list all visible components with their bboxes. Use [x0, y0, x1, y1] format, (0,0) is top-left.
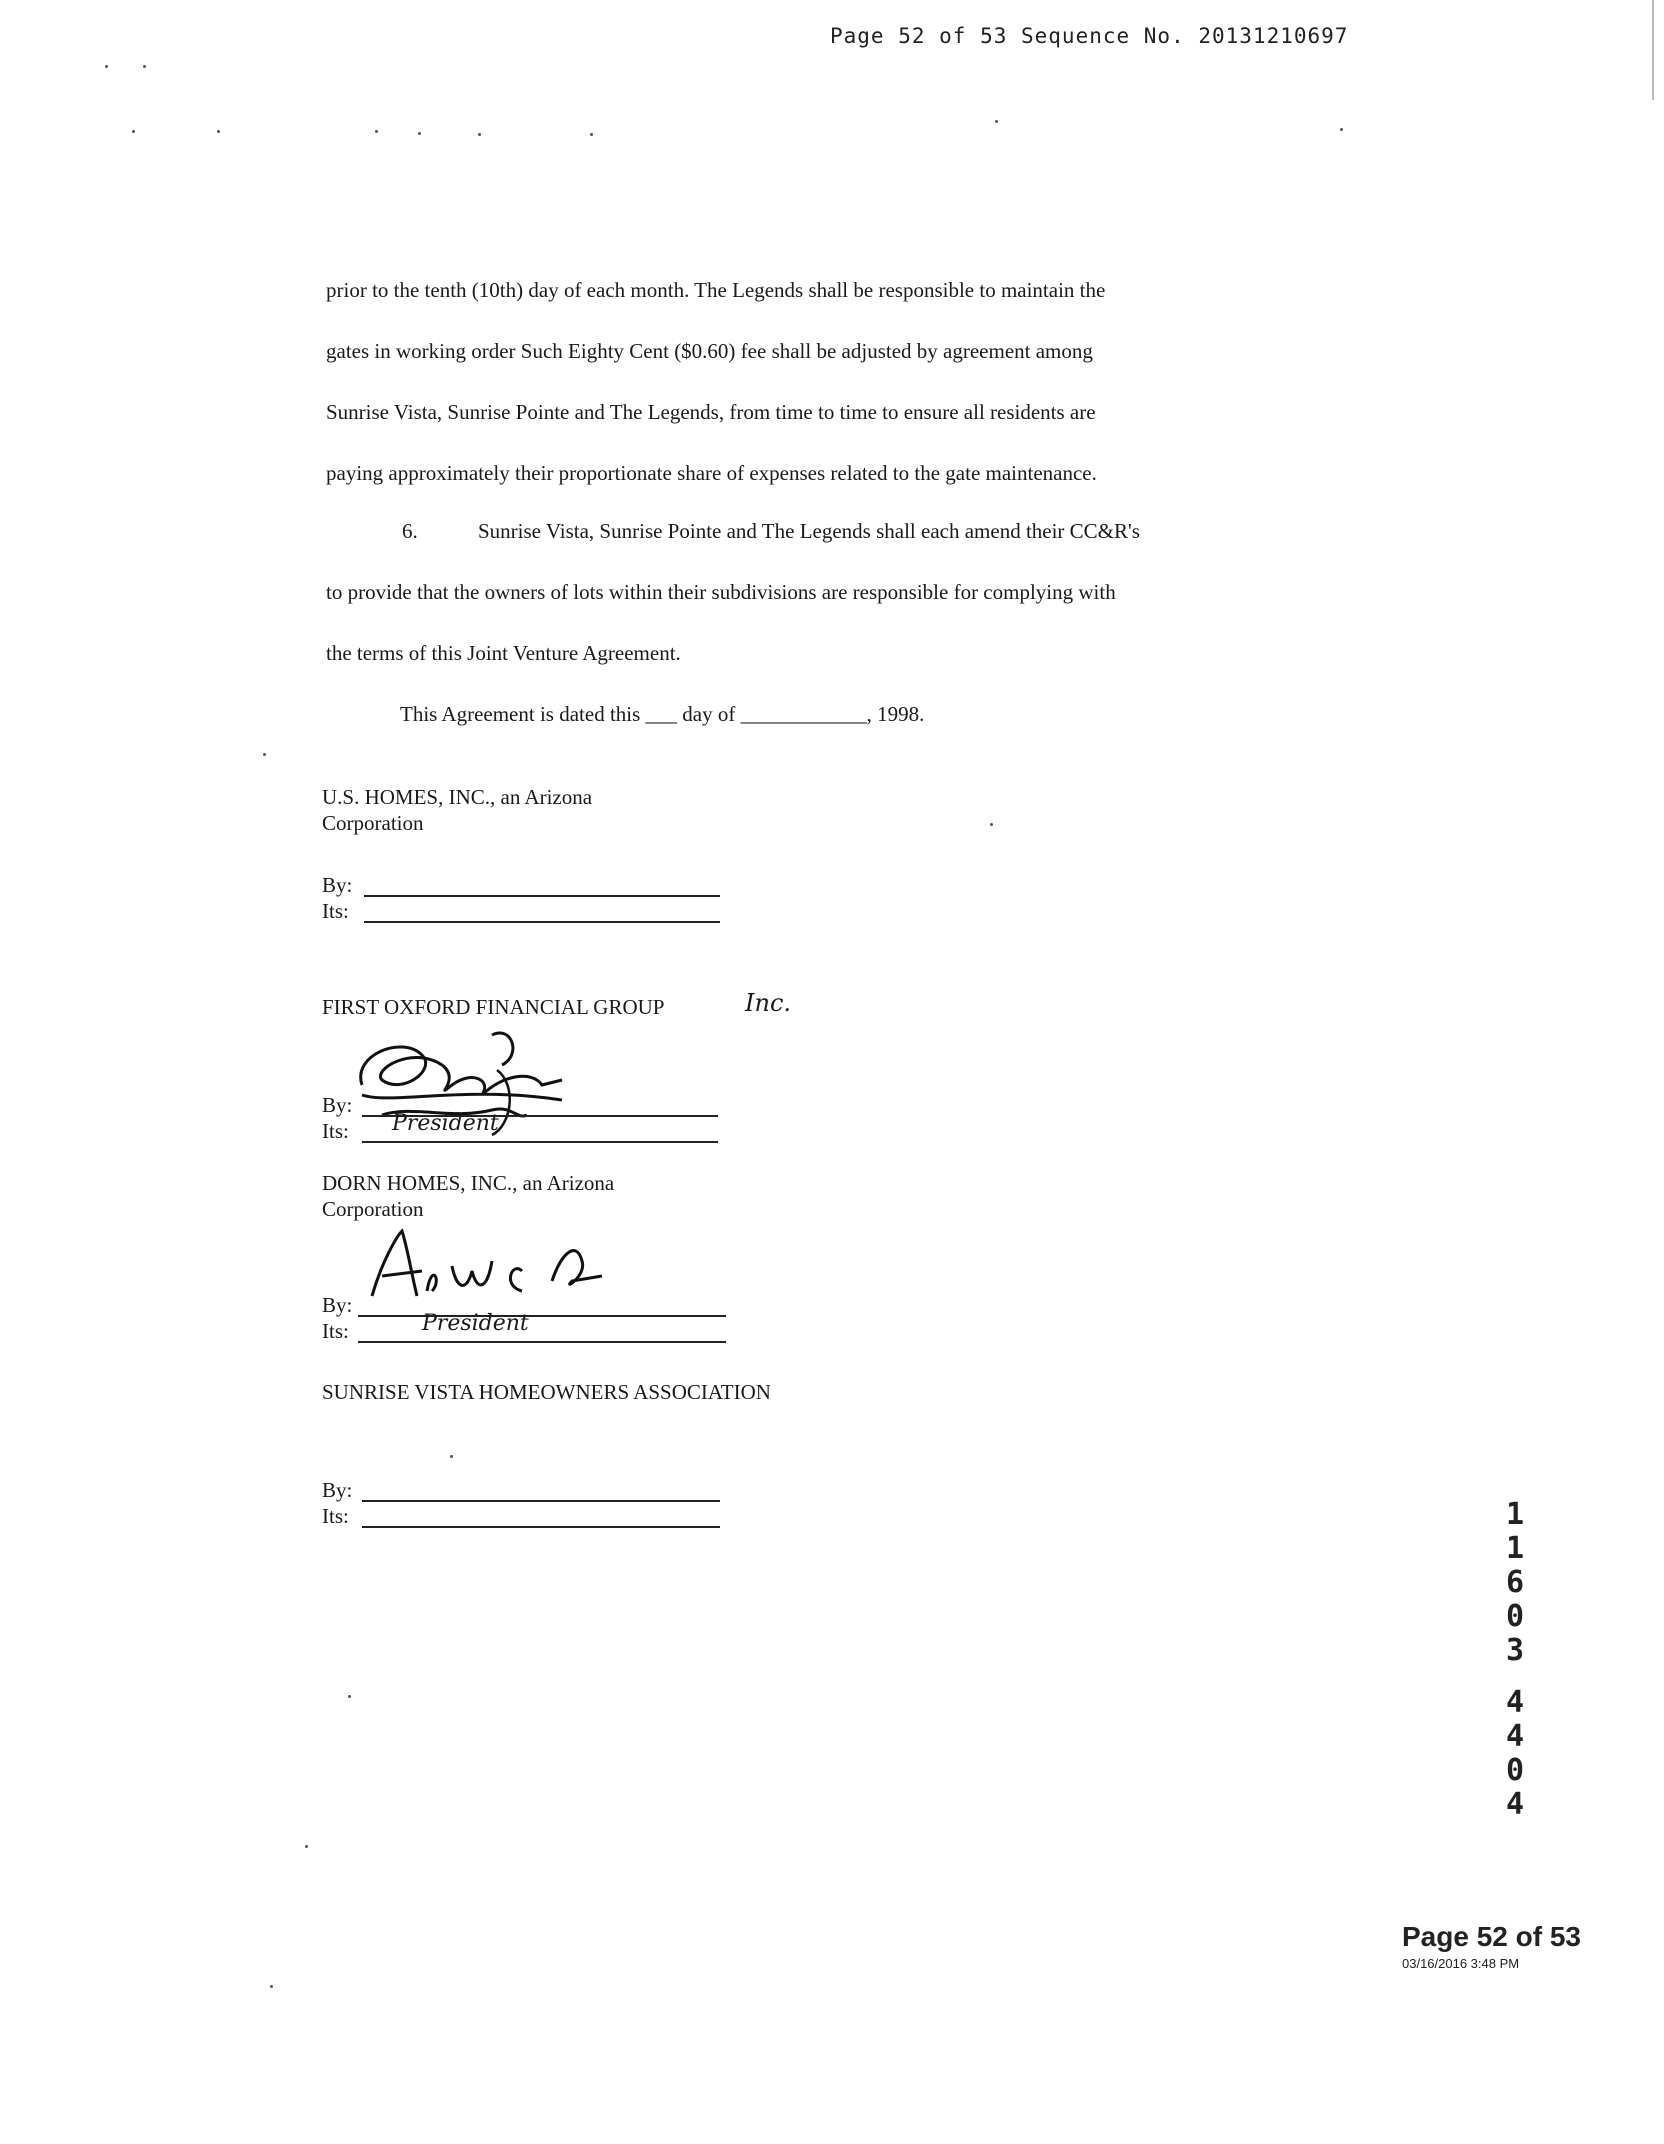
body-line: the terms of this Joint Venture Agreement. — [326, 641, 681, 665]
scan-speck — [217, 130, 220, 133]
signatory-name-line2: Corporation — [322, 1197, 424, 1221]
signatory-name-line2: Corporation — [322, 811, 424, 835]
side-stamp-digit: 1 — [1505, 1531, 1525, 1566]
its-signature-line — [358, 1341, 726, 1343]
handwritten-suffix: Inc. — [745, 989, 792, 1017]
scan-speck — [305, 1845, 308, 1848]
handwritten-signature-dorn-homes — [362, 1221, 682, 1311]
side-stamp-digit: 4 — [1505, 1719, 1525, 1754]
side-stamp-number-group2 — [1500, 1686, 1530, 1822]
by-label: By: — [322, 1093, 353, 1117]
page-header: Page 52 of 53 Sequence No. 20131210697 — [830, 24, 1349, 48]
scan-speck — [348, 1695, 351, 1698]
dated-line: This Agreement is dated this ___ day of ____________, 1998. — [400, 702, 925, 726]
scan-speck — [132, 130, 135, 133]
its-label: Its: — [322, 1319, 349, 1343]
side-stamp-digit: 4 — [1505, 1787, 1525, 1822]
its-label: Its: — [322, 1119, 349, 1143]
its-signature-line — [362, 1141, 718, 1143]
side-stamp-digit: 4 — [1505, 1685, 1525, 1720]
by-label: By: — [322, 1478, 353, 1502]
side-stamp-digit: 6 — [1505, 1565, 1525, 1600]
body-line: prior to the tenth (10th) day of each month. The Legends shall be responsible to maintain the — [326, 278, 1106, 302]
scan-edge-rule — [1652, 0, 1654, 100]
body-line: Sunrise Vista, Sunrise Pointe and The Legends, from time to time to ensure all residents are — [326, 400, 1096, 424]
body-line: Sunrise Vista, Sunrise Pointe and The Legends shall each amend their CC&R's — [478, 519, 1140, 543]
footer-page-number: Page 52 of 53 — [1402, 1921, 1581, 1952]
by-label: By: — [322, 873, 353, 897]
scan-speck — [418, 132, 421, 135]
by-signature-line — [362, 1500, 720, 1502]
signatory-name: FIRST OXFORD FINANCIAL GROUP — [322, 995, 665, 1019]
body-line: paying approximately their proportionate share of expenses related to the gate maintenance. — [326, 461, 1097, 485]
scan-speck — [478, 133, 481, 136]
body-line: to provide that the owners of lots within their subdivisions are responsible for complying with — [326, 580, 1116, 604]
signatory-name: SUNRISE VISTA HOMEOWNERS ASSOCIATION — [322, 1380, 771, 1404]
scan-speck — [450, 1455, 453, 1458]
scan-speck — [143, 65, 146, 68]
side-stamp-digit: 0 — [1505, 1599, 1525, 1634]
its-handwritten-title: President — [422, 1311, 529, 1336]
by-signature-line — [358, 1315, 726, 1317]
body-line: gates in working order Such Eighty Cent ($0.60) fee shall be adjusted by agreement among — [326, 339, 1093, 363]
signatory-name: DORN HOMES, INC., an Arizona — [322, 1171, 615, 1195]
side-stamp-digit: 0 — [1505, 1753, 1525, 1788]
side-stamp-digit: 1 — [1505, 1497, 1525, 1532]
side-stamp-digit: 3 — [1505, 1633, 1525, 1668]
its-signature-line — [364, 921, 720, 923]
scan-speck — [105, 65, 108, 68]
its-signature-line — [362, 1526, 720, 1528]
scan-speck — [590, 133, 593, 136]
its-handwritten-title: President — [392, 1111, 499, 1136]
by-label: By: — [322, 1293, 353, 1317]
its-label: Its: — [322, 1504, 349, 1528]
handwritten-signature-first-oxford — [342, 1025, 662, 1135]
paragraph-number: 6. — [402, 519, 418, 543]
signatory-name: U.S. HOMES, INC., an Arizona — [322, 785, 593, 809]
scan-speck — [1340, 128, 1343, 131]
scan-speck — [375, 130, 378, 133]
its-label: Its: — [322, 899, 349, 923]
scan-speck — [995, 120, 998, 123]
side-stamp-number-group1 — [1500, 1498, 1530, 1668]
scan-speck — [270, 1985, 273, 1988]
footer-timestamp: 03/16/2016 3:48 PM — [1402, 1956, 1520, 1971]
by-signature-line — [364, 895, 720, 897]
scan-speck — [990, 823, 993, 826]
scan-speck — [263, 753, 266, 756]
